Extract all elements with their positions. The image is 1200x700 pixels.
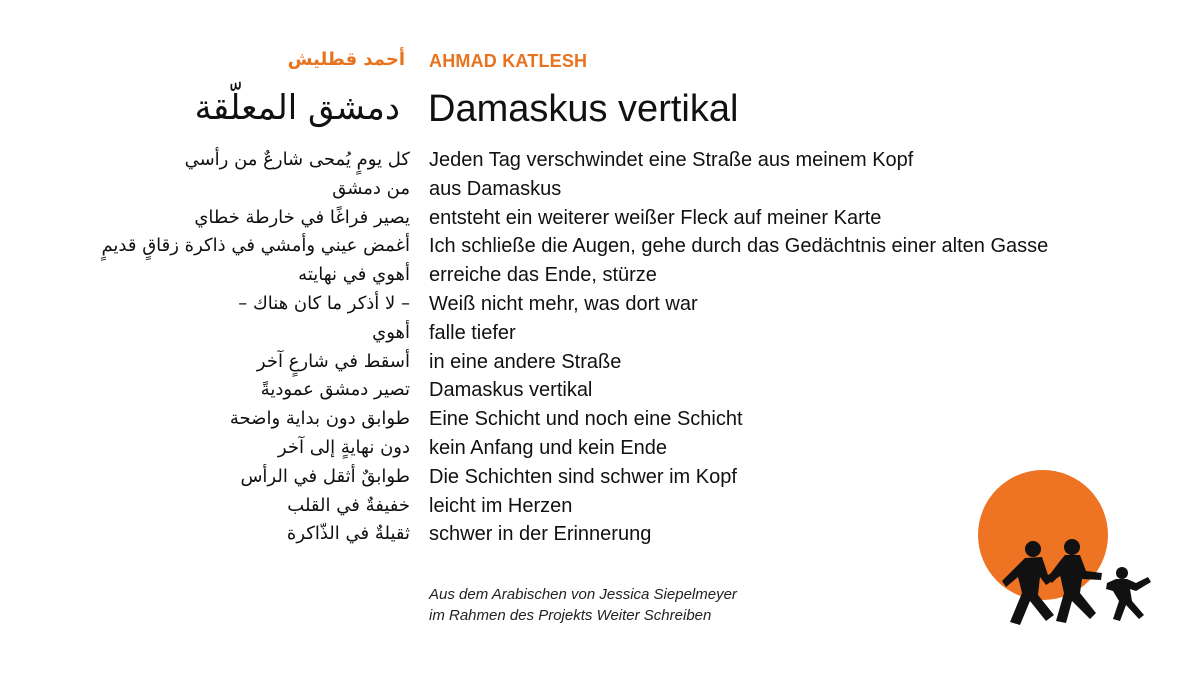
author-name-latin: AHMAD KATLESH	[429, 51, 588, 71]
poem-line-german: Jeden Tag verschwindet eine Straße aus meinem Kopf	[429, 149, 914, 171]
poem-title-arabic: دمشق المعلّقة	[194, 88, 400, 128]
poem-line-arabic: تصير دمشق عموديةً	[260, 379, 410, 401]
poem-line-arabic: طوابق دون بداية واضحة	[229, 408, 410, 430]
poem-line-arabic: يصير فراغًا في خارطة خطاي	[194, 206, 410, 228]
poem-lines-german	[429, 146, 1048, 549]
poem-line-arabic: – لا أذكر ما كان هناك –	[238, 292, 410, 314]
poem-line-arabic: أهوي في نهايته	[298, 264, 410, 286]
poem-line-arabic: أسقط في شارعٍ آخر	[256, 350, 410, 372]
poem-line-german: Weiß nicht mehr, was dort war	[429, 292, 698, 315]
poem-line-arabic: طوابقٌ أثقل في الرأس	[240, 465, 410, 487]
poem-line-german: erreiche das Ende, stürze	[429, 264, 657, 287]
poem-line-arabic: أغمض عيني وأمشي في ذاكرة زقاقٍ قديمٍ	[101, 235, 410, 257]
poem-line-arabic: أهوي	[372, 321, 410, 343]
poem-line-arabic: خفيفةٌ في القلب	[287, 494, 410, 516]
poem-line-german: Damaskus vertikal	[429, 379, 593, 402]
poem-line-german: kein Anfang und kein Ende	[429, 436, 667, 459]
credit-line: Aus dem Arabischen von Jessica Siepelmeyer	[429, 586, 737, 603]
poem-line-german: schwer in der Erinnerung	[429, 523, 652, 546]
poem-line-german: leicht im Herzen	[429, 494, 573, 517]
poem-line-arabic: ثقيلةٌ في الذّاكرة	[286, 523, 410, 545]
poem-line-german: Ich schließe die Augen, gehe durch das Gedächtnis einer alten Gasse	[429, 235, 1049, 258]
poem-line-german: in eine andere Straße	[429, 350, 622, 373]
poem-line-german: Die Schichten sind schwer im Kopf	[429, 465, 737, 488]
poem-line-german: entsteht ein weiterer weißer Fleck auf meiner Karte	[429, 206, 882, 229]
author-name-arabic: أحمد قطليش	[287, 49, 405, 70]
poem-line-arabic: كل يومٍ يُمحى شارعٌ من رأسي	[184, 149, 410, 170]
poem-line-german: aus Damaskus	[429, 177, 562, 200]
translation-credits	[429, 584, 737, 626]
poem-title-german: Damaskus vertikal	[428, 88, 739, 130]
poem-line-german: Eine Schicht und noch eine Schicht	[429, 408, 743, 431]
poem-lines-arabic	[101, 146, 410, 549]
poem-line-arabic: من دمشق	[332, 177, 410, 199]
poem-line-arabic: دون نهايةٍ إلى آخر	[277, 436, 410, 458]
credit-line: im Rahmen des Projekts Weiter Schreiben	[429, 607, 712, 624]
fleeing-family-icon	[970, 465, 1170, 639]
poem-line-german: falle tiefer	[429, 321, 516, 344]
